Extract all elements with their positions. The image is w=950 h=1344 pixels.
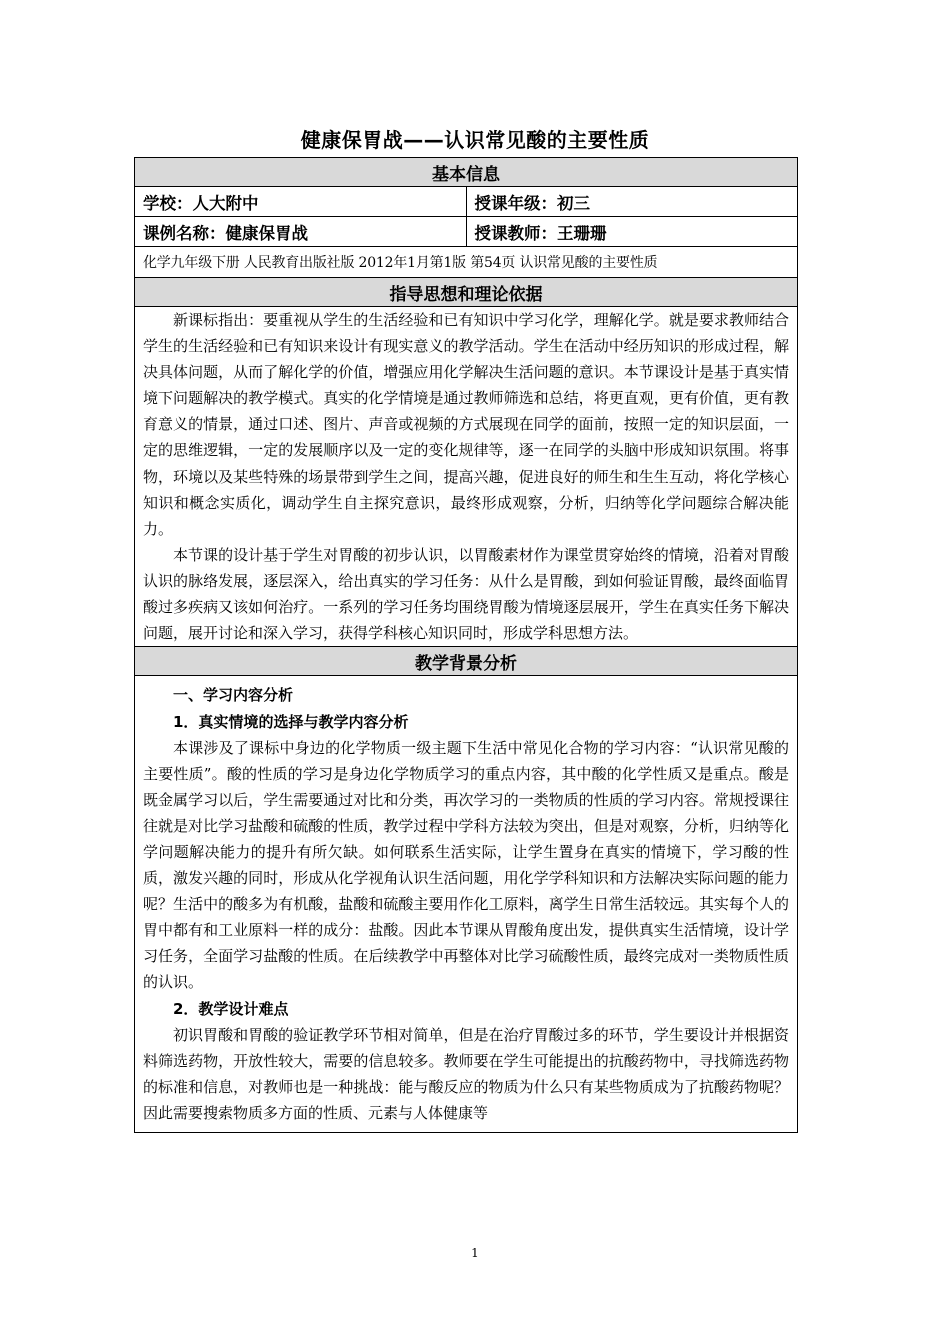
section-heading: 一、学习内容分析 [173,686,294,705]
guiding-content [135,307,798,647]
basic-info-heading: 基本信息 [135,158,798,187]
subsection-heading: 1．真实情境的选择与教学内容分析 [173,712,409,731]
page-number: 1 [471,1246,479,1260]
textbook-edition-cell: 化学九年级下册 人民教育出版社版 2012年1月第1版 第54页 认识常见酸的主要性质 [135,247,798,278]
background-paragraph: 本课涉及了课标中身边的化学物质一级主题下生活中常见化合物的学习内容：“认识常见酸的主要性质”。酸的性质的学习是身边化学物质学习的重点内容，其中酸的化学性质又是重点。酸是既金属学习以后，学生需要通过对比和分类，再次学习的一类物质的性质的学习内容。常规授课往往就是对比学习盐酸和硫酸的性质，教学过程中学科方法较为突出，但是对观察，分析，归纳等化学问题解决能力的提升有所欠缺。如何联系生活实际，让学生置身在真实的情境下，学习酸的性质，激发兴趣的同时，形成从化学视角认识生活问题，用化学学科知识和方法解决实际问题的能力呢？生活中的酸多为有机酸，盐酸和硫酸主要用作化工原料，离学生日常生活较远。其实每个人的胃中都有和工业原料一样的成分：盐酸。因此本节课从胃酸角度出发，提供真实生活情境，设计学习任务，全面学习盐酸的性质。在后续教学中再整体对比学习硫酸性质，最终完成对一类物质性质的认识。 [143,738,789,992]
guiding-heading: 指导思想和理论依据 [135,278,798,307]
background-paragraph: 初识胃酸和胃酸的验证教学环节相对简单，但是在治疗胃酸过多的环节，学生要设计并根据资料筛选药物，开放性较大，需要的信息较多。教师要在学生可能提出的抗酸药物中，寻找筛选药物的标准和信息，对教师也是一种挑战：能与酸反应的物质为什么只有某些物质成为了抗酸药物呢？因此需要搜索物质多方面的性质、元素与人体健康等 [143,1025,789,1122]
document-title: 健康保胃战——认识常见酸的主要性质 [300,128,650,152]
school-cell: 学校：人大附中 [135,187,467,217]
background-heading: 教学背景分析 [135,647,798,676]
lesson-name-cell: 课例名称：健康保胃战 [135,217,467,247]
grade-cell: 授课年级：初三 [466,187,798,217]
subsection-heading: 2．教学设计难点 [173,999,289,1018]
teacher-cell: 授课教师：王珊珊 [466,217,798,247]
lesson-info-table [134,157,798,1133]
background-content [135,676,798,1133]
guiding-paragraph: 本节课的设计基于学生对胃酸的初步认识，以胃酸素材作为课堂贯穿始终的情境，沿着对胃酸认识的脉络发展，逐层深入，给出真实的学习任务：从什么是胃酸，到如何验证胃酸，最终面临胃酸过多疾病又该如何治疗。一系列的学习任务均围绕胃酸为情境逐层展开，学生在真实任务下解决问题，展开讨论和深入学习，获得学科核心知识同时，形成学科思想方法。 [143,545,789,643]
guiding-paragraph: 新课标指出：要重视从学生的生活经验和已有知识中学习化学，理解化学。就是要求教师结合学生的生活经验和已有知识来设计有现实意义的教学活动。学生在活动中经历知识的形成过程，解决具体问题，从而了解化学的价值，增强应用化学解决生活问题的意识。本节课设计是基于真实情境下问题解决的教学模式。真实的化学情境是通过教师筛选和总结，将更直观，更有价值，更有教育意义的情景，通过口述、图片、声音或视频的方式展现在同学的面前，按照一定的知识层面，一定的思维逻辑，一定的发展顺序以及一定的变化规律等，逐一在同学的头脑中形成知识氛围。将事物，环境以及某些特殊的场景带到学生之间，提高兴趣，促进良好的师生和生生互动，将化学核心知识和概念实质化，调动学生自主探究意识，最终形成观察，分析，归纳等化学问题综合解决能力。 [143,311,789,538]
